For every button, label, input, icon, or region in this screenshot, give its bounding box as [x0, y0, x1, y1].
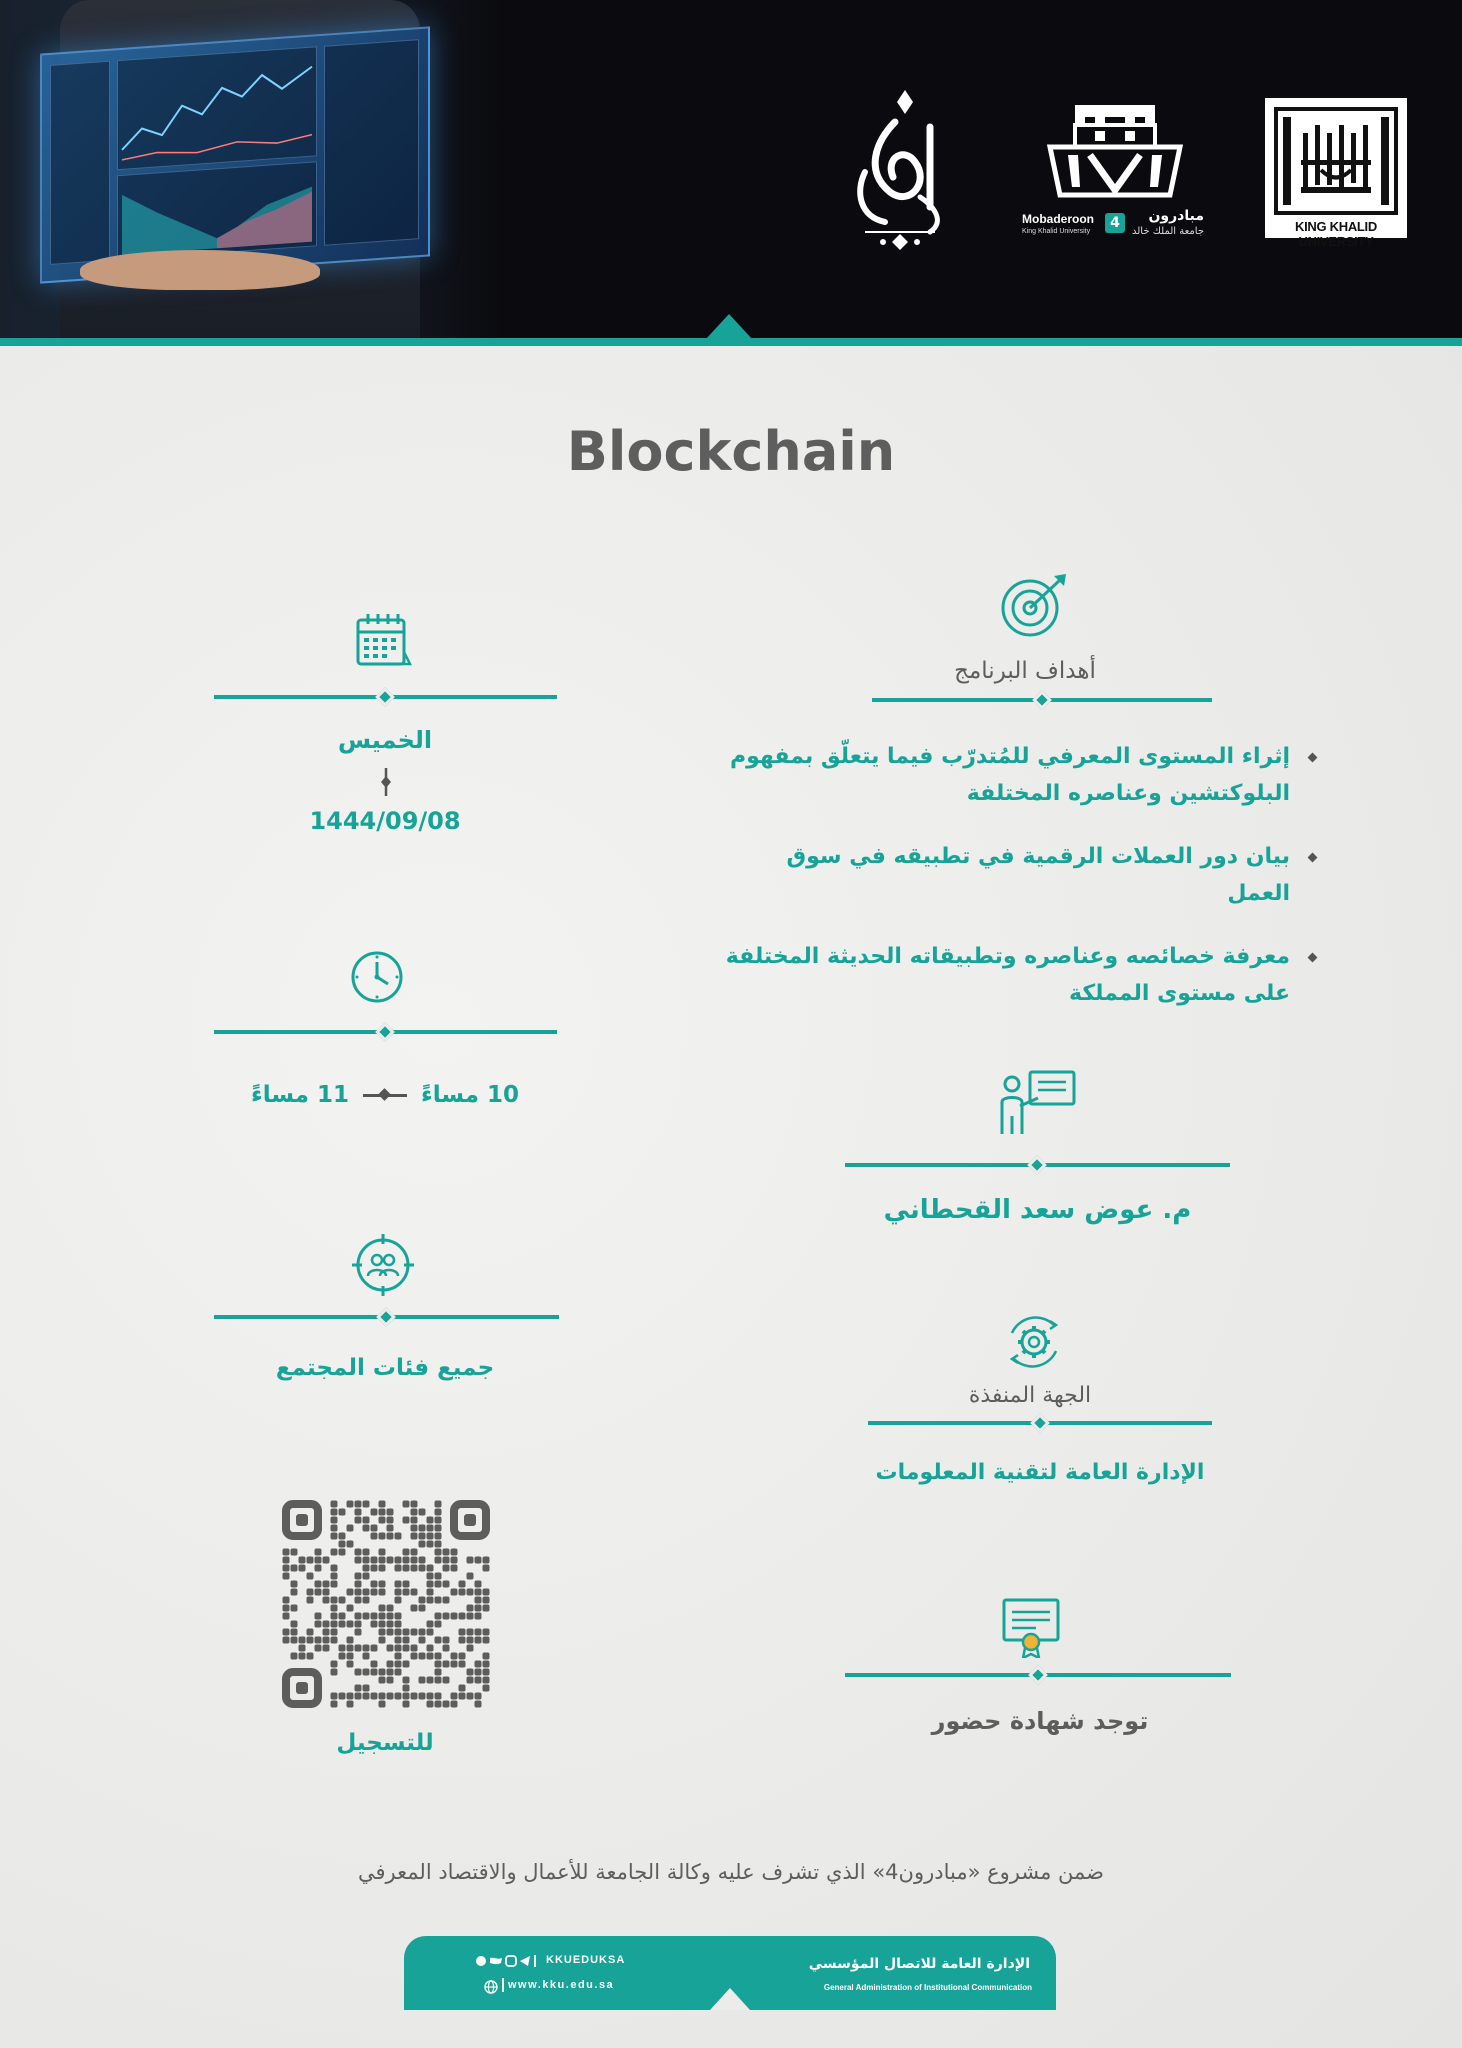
date-connector — [378, 768, 394, 796]
page-background — [0, 340, 1462, 2048]
organizer-value: الإدارة العامة لتقنية المعلومات — [875, 1460, 1205, 1485]
goal-item-2: بيان دور العملات الرقمية في تطبيقه في سوق العمل — [720, 838, 1310, 912]
calendar-icon — [354, 612, 412, 674]
goals-divider — [872, 698, 1212, 702]
audience-divider — [214, 1315, 559, 1319]
audience-label: جميع فئات المجتمع — [275, 1355, 495, 1381]
kku-caption: KING KHALID UNIVERSITY — [1295, 219, 1377, 249]
goal-item-1: إثراء المستوى المعرفي للمُتدرّب فيما يتعلّق بمفهوم البلوكتشين وعناصره المختلفة — [720, 738, 1310, 812]
certificate-divider — [845, 1673, 1231, 1677]
presenter-name: م. عوض سعد القحطاني — [883, 1195, 1192, 1225]
footer-note: ضمن مشروع «مبادرون4» الذي تشرف عليه وكالة الجامعة للأعمال والاقتصاد المعرفي — [358, 1860, 1104, 1884]
globe-icon — [484, 1979, 498, 1998]
social-handle: KKUEDUKSA — [546, 1954, 626, 1966]
time-divider — [214, 1030, 557, 1034]
goal-item-3: معرفة خصائصه وعناصره وتطبيقاته الحديثة المختلفة على مستوى المملكة — [720, 938, 1310, 1012]
header-band — [0, 338, 1462, 346]
trading-screen-image — [40, 26, 430, 283]
presenter-icon — [996, 1068, 1080, 1142]
certificate-icon — [1000, 1596, 1062, 1662]
mobaderoon-en-sub: King Khalid University — [1022, 228, 1091, 235]
time-from: 10 مساءً — [421, 1082, 520, 1108]
mobaderoon-ar-sub: جامعة الملك خالد — [1132, 226, 1204, 237]
goals-list — [720, 738, 1310, 1038]
mobaderoon-en-name: Mobaderoon — [1022, 212, 1094, 226]
header-notch — [705, 310, 753, 340]
hand-image — [80, 250, 320, 290]
kku-emblem — [1274, 107, 1398, 215]
time-to: 11 مساءً — [250, 1082, 349, 1108]
ajwaa-logo — [835, 82, 965, 257]
mobaderoon-ar-name: مبادرون — [1148, 208, 1204, 224]
header-banner — [0, 0, 1462, 340]
dept-name-en: General Administration of Institutional Communication — [823, 1983, 1032, 1992]
audience-target-icon — [350, 1232, 416, 1302]
page-title: Blockchain — [566, 420, 896, 483]
mobaderoon-number-badge: 4 — [1105, 213, 1125, 233]
footer-bar — [404, 1936, 1056, 2010]
time-connector — [363, 1094, 407, 1097]
registration-label: للتسجيل — [336, 1730, 434, 1756]
certificate-label: توجد شهادة حضور — [931, 1707, 1149, 1735]
date-day: الخميس — [337, 726, 433, 754]
presenter-divider — [845, 1163, 1230, 1167]
website-link[interactable]: www.kku.edu.sa — [508, 1979, 615, 1991]
target-icon — [998, 570, 1070, 646]
organizer-heading: الجهة المنفذة — [968, 1383, 1092, 1408]
social-icons — [474, 1953, 540, 1967]
date-value: 1444/09/08 — [309, 807, 461, 835]
dept-name-ar: الإدارة العامة للاتصال المؤسسي — [808, 1956, 1030, 1972]
registration-qr-code[interactable] — [282, 1500, 490, 1708]
organizer-divider — [868, 1421, 1212, 1425]
kku-logo — [1265, 98, 1407, 249]
goals-heading: أهداف البرنامج — [954, 658, 1096, 684]
mobaderoon-logo — [1020, 95, 1210, 245]
url-separator — [502, 1978, 504, 1992]
header-photo — [0, 0, 500, 340]
date-divider — [214, 695, 557, 699]
clock-icon — [350, 950, 404, 1008]
footer-notch — [710, 1984, 750, 2010]
gear-icon — [1004, 1313, 1064, 1375]
time-range — [215, 1075, 555, 1115]
